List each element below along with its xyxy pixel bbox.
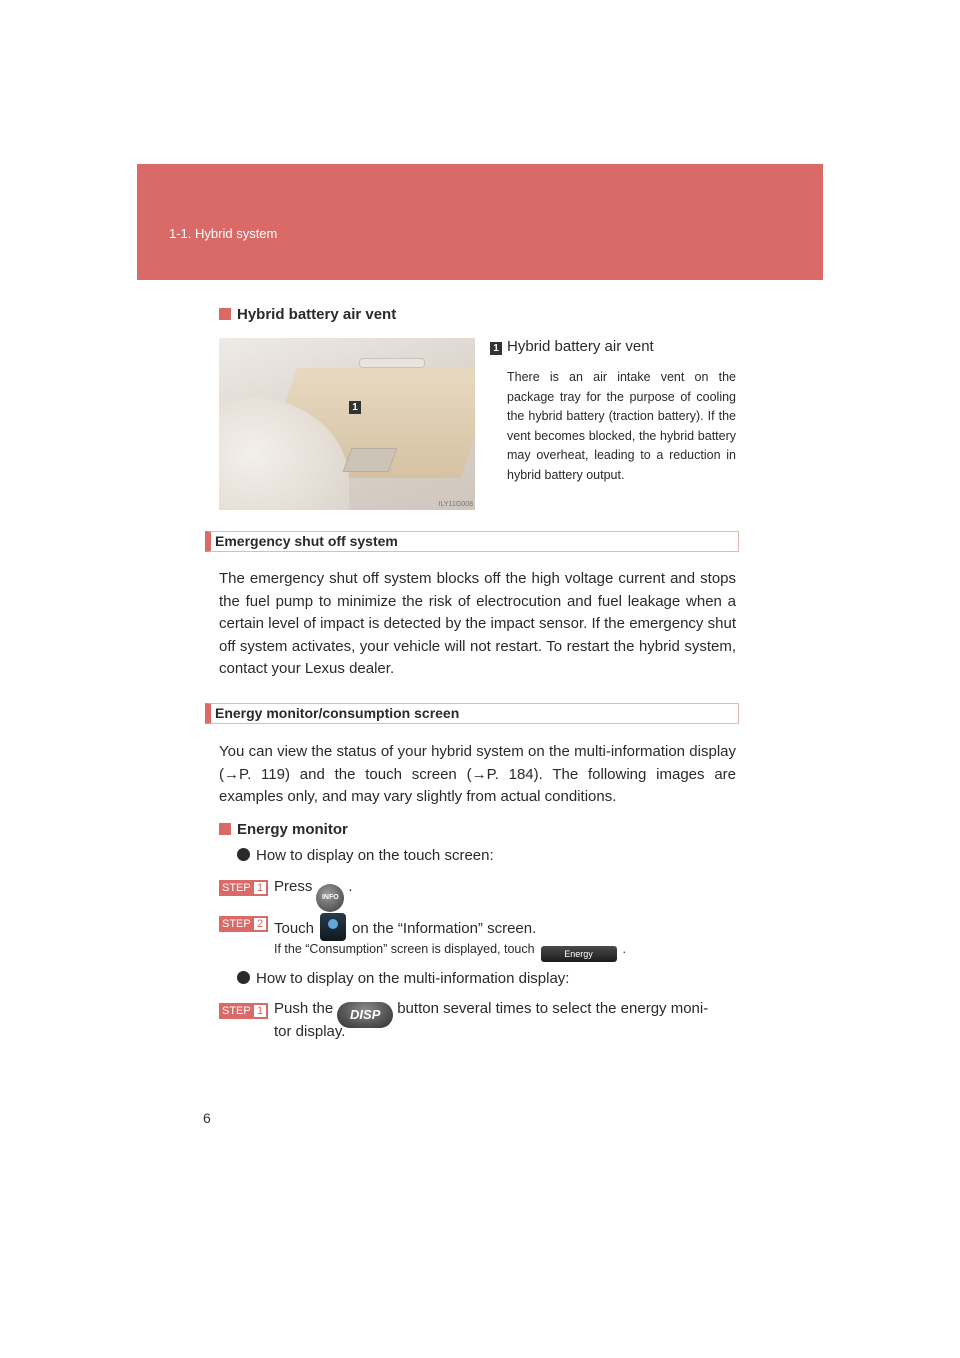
callout-description: There is an air intake vent on the package tray for the purpose of cooling the hybrid battery (traction battery). If the vent becomes blocked, the hybrid battery may overheat, leading to a reduction in hybrid battery output. (507, 370, 736, 482)
trip-information-icon (320, 913, 346, 941)
round-bullet-icon (237, 848, 250, 861)
info-button-icon: INFO (316, 884, 344, 912)
battery-vent-photo (219, 338, 475, 510)
air-vent-icon (343, 448, 398, 472)
step-badge-multi-1: STEP 1 (219, 1003, 268, 1019)
callout-title: Hybrid battery air vent (507, 338, 654, 355)
consumption-note: If the “Consumption” screen is displayed, touch Energy . (274, 942, 626, 962)
energy-monitor-heading: Energy monitor (219, 821, 348, 838)
photo-callout-marker: 1 (349, 401, 361, 414)
brake-light (359, 358, 425, 368)
emergency-paragraph: The emergency shut off system blocks off the high voltage current and stops the fuel pump to minimize the risk of electrocution and fuel leakage when a certain level of impact is detected by the impact sensor. If the emergency shut off system activates, your vehicle will not restart. To restart the hybrid system, contact your Lexus dealer. (219, 570, 736, 677)
emergency-section-title: Emergency shut off system (215, 533, 398, 549)
image-code: ILY11G008 (438, 501, 473, 508)
square-bullet-icon (219, 823, 231, 835)
energy-paragraph: You can view the status of your hybrid system on the multi-information display (→P. 119) and the touch screen (→P. 184). The following images are examples only, and may vary slightly from actual conditions. (219, 743, 736, 805)
touch-screen-bullet: How to display on the touch screen: (237, 847, 494, 864)
energy-button-icon: Energy (541, 946, 617, 962)
chapter-header-band (137, 164, 823, 280)
energy-section-title: Energy monitor/consumption screen (215, 705, 460, 721)
step-badge-1: STEP 1 (219, 880, 268, 896)
battery-vent-heading: Hybrid battery air vent (219, 306, 396, 323)
square-bullet-icon (219, 308, 231, 320)
step-2-text: Touch on the “Information” screen. (274, 913, 536, 941)
step-1-text: PressINFO. (274, 878, 353, 912)
callout-number-badge: 1 (490, 342, 502, 355)
energy-section-header (205, 703, 739, 724)
step-multi-1-text-cont: tor display. (274, 1023, 346, 1040)
multi-info-bullet: How to display on the multi-information display: (237, 970, 569, 987)
step-multi-1-text: Push the DISP button several times to select the energy moni- (274, 1000, 708, 1028)
step-badge-2: STEP 2 (219, 916, 268, 932)
section-title: 1-1. Hybrid system (169, 226, 278, 241)
disp-button-icon: DISP (337, 1002, 393, 1028)
page-number: 6 (203, 1110, 211, 1126)
emergency-section-header (205, 531, 739, 552)
round-bullet-icon (237, 971, 250, 984)
